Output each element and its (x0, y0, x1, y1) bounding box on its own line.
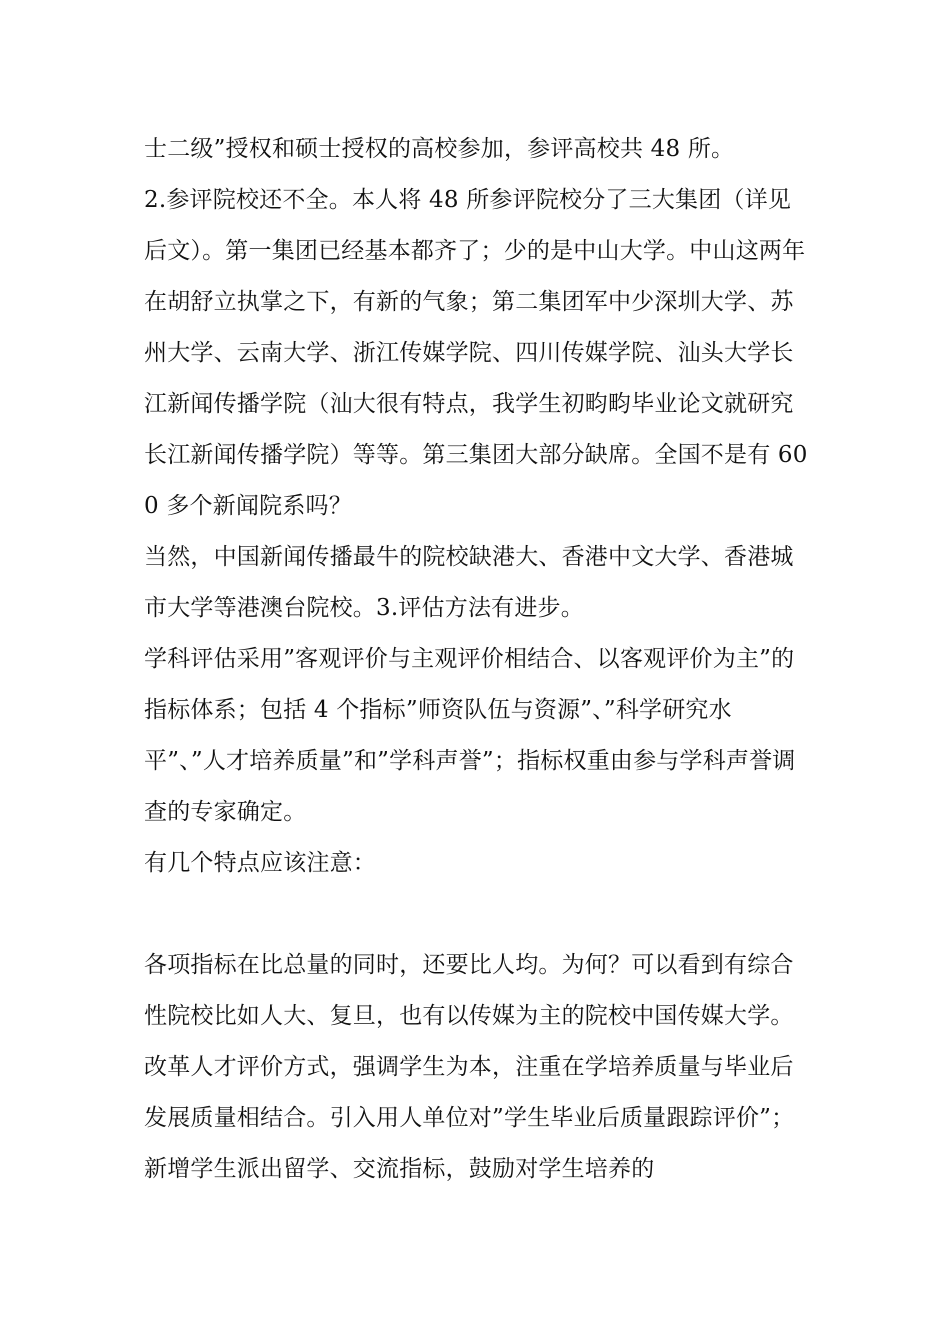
paragraph-1: 士二级”授权和硕士授权的高校参加，参评高校共 48 所。 (144, 136, 735, 162)
empty-paragraph (144, 889, 808, 940)
paragraph-6: 各项指标在比总量的同时，还要比人均。为何？可以看到有综合性院校比如人大、复旦，也有以传媒为主的院校中国传媒大学。 (144, 952, 794, 1029)
paragraph-4: 学科评估采用”客观评价与主观评价相结合、以客观评价为主”的指标体系；包括 4 个指标”师资队伍与资源”、”科学研究水平”、”人才培养质量”和”学科声誉”；指标权重由参与学科声誉调查的专家确定。 (144, 646, 796, 825)
paragraph-2: 2.参评院校还不全。本人将 48 所参评院校分了三大集团（详见后文）。第一集团已经基本都齐了；少的是中山大学。中山这两年在胡舒立执掌之下，有新的气象；第二集团军中少深圳大学、苏州大学、云南大学、浙江传媒学院、四川传媒学院、汕头大学长江新闻传播学院（汕大很有特点，我学生初畇畇毕业论文就研究长江新闻传播学院）等等。第三集团大部分缺席。全国不是有 600 多个新闻院系吗？ (144, 187, 808, 519)
paragraph-5: 有几个特点应该注意： (144, 850, 376, 876)
document-body (144, 124, 808, 1195)
paragraph-3: 当然，中国新闻传播最牛的院校缺港大、香港中文大学、香港城市大学等港澳台院校。3.评估方法有进步。 (144, 544, 794, 621)
paragraph-7: 改革人才评价方式，强调学生为本，注重在学培养质量与毕业后发展质量相结合。引入用人单位对”学生毕业后质量跟踪评价”；新增学生派出留学、交流指标，鼓励对学生培养的 (144, 1054, 795, 1182)
